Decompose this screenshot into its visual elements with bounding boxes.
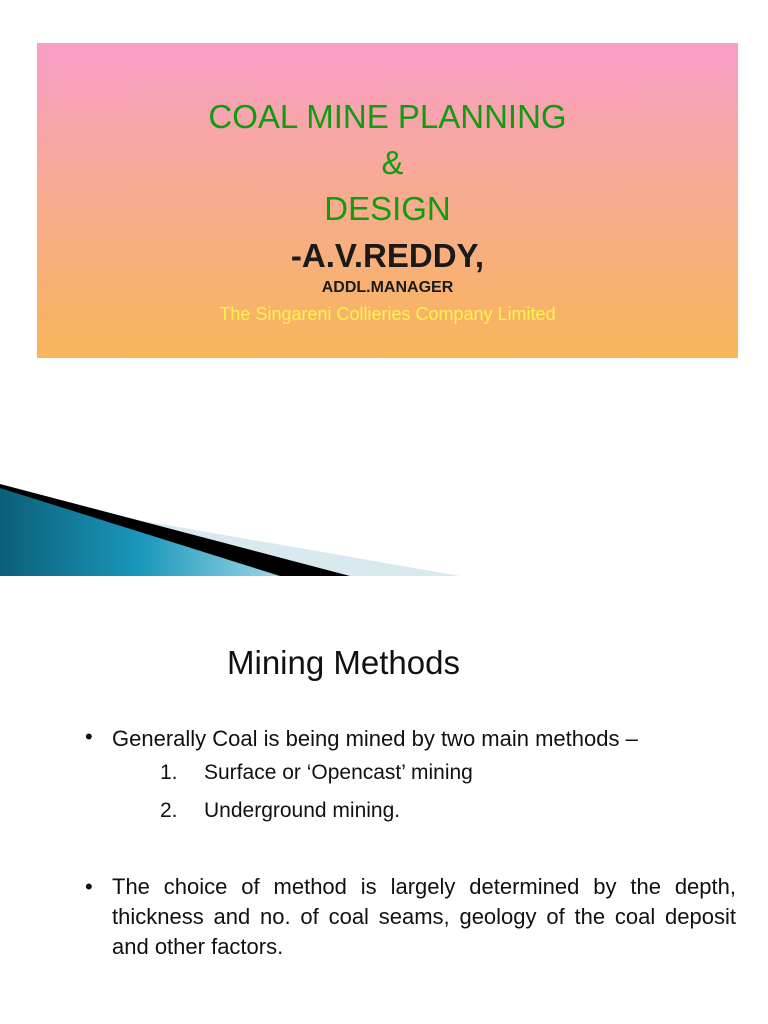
title-line-2: & bbox=[381, 144, 404, 181]
author-role: ADDL.MANAGER bbox=[321, 279, 454, 296]
slide-heading: Mining Methods bbox=[227, 644, 460, 681]
mining-methods-slide bbox=[0, 576, 768, 1024]
bullet-text-1: Generally Coal is being mined by two main methods – bbox=[112, 726, 638, 751]
title-line-1: COAL MINE PLANNING bbox=[208, 98, 567, 135]
title-banner bbox=[37, 43, 738, 358]
bullet-icon: • bbox=[85, 874, 93, 899]
list-number: 1. bbox=[160, 761, 178, 784]
bullet-text-2: The choice of method is largely determined by the depth, thickness and no. of coal seams, geology of the coal deposit and other factors. bbox=[112, 874, 736, 959]
bullet-icon: • bbox=[85, 724, 93, 749]
list-item: Underground mining. bbox=[204, 799, 401, 822]
list-item: Surface or ‘Opencast’ mining bbox=[204, 761, 473, 784]
company-name: The Singareni Collieries Company Limited bbox=[219, 304, 556, 324]
decorative-wedge bbox=[0, 470, 460, 576]
list-number: 2. bbox=[160, 799, 178, 822]
author-name: -A.V.REDDY, bbox=[290, 237, 485, 274]
title-line-3: DESIGN bbox=[324, 190, 451, 227]
